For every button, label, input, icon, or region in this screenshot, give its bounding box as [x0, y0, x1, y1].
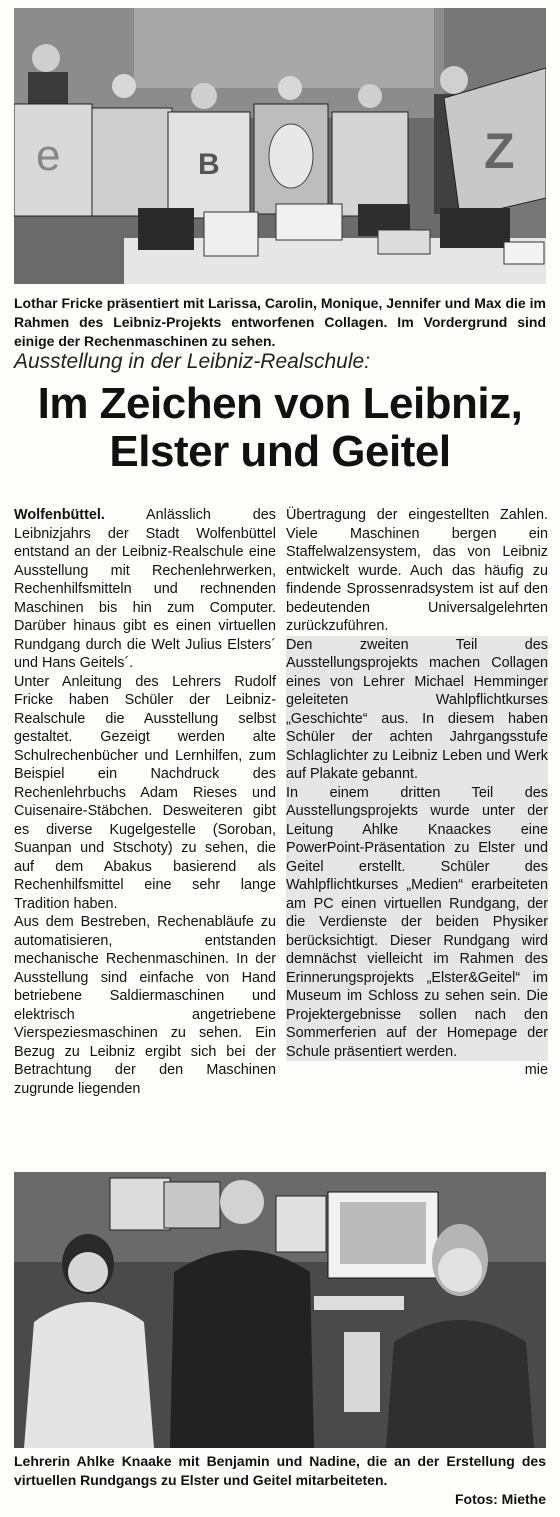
author-signature: mie	[524, 1062, 548, 1078]
top-photo-caption: Lothar Fricke präsentiert mit Larissa, Carolin, Monique, Jennifer und Max die im Rahmen des Leibniz-Projekts entworfenen Collagen. Im Vordergrund sind einige der Rechenmaschinen zu sehen.	[14, 295, 546, 349]
bottom-photo-caption	[14, 1452, 546, 1509]
article-column-right	[286, 506, 548, 1080]
article-paragraph-5: Den zweiten Teil des Ausstellungsprojekts machen Collagen eines von Lehrer Michael Hemminger geleiteten Wahlpflichtkurses „Geschichte“ aus. In diesem haben Schüler der achten Jahrgangsstufe Schlaglichter zu Leibniz Leben und Werk auf Plakate gebannt.	[286, 636, 548, 782]
svg-text:e: e	[36, 131, 61, 180]
article-paragraph-6: In einem dritten Teil des Ausstellungsprojekts wurde unter der Leitung Ahlke Knaackes eine PowerPoint-Präsentation zu Elster und Geitel erstellt. Schüler des Wahlpflichtkurses „Medien“ erarbeiteten am PC einen virtuellen Rundgang, der die Verdienste der beiden Physiker berücksichtigt. Dieser Rundgang wird demnächst vielleicht im Rahmen des Erinnerungsprojekts „Elster&Geitel“ im Museum im Schloss zu sehen sein. Die Projektergebnisse sollen nach den Sommerferien auf der Homepage der Schule präsentiert werden.	[286, 784, 548, 1060]
article-paragraph-1	[14, 506, 276, 673]
article-kicker: Ausstellung in der Leibniz-Realschule:	[14, 350, 371, 373]
article-column-left	[14, 506, 276, 1098]
article-paragraph-4: Übertragung der eingestellten Zahlen. Viele Maschinen bergen ein Staffelwalzensystem, das von Leibniz entwickelt wurde. Auch das häufig zu findende Sprossenradsystem ist auf den bedeutenden Universalgelehrten zurückzuführen.	[286, 507, 548, 634]
headline-line-2: Elster und Geitel	[109, 427, 451, 476]
bottom-caption-text: Lehrerin Ahlke Knaake mit Benjamin und Nadine, die an der Erstellung des virtuellen Rundgangs zu Elster und Geitel mitarbeiteten.	[14, 1453, 546, 1488]
photo-credit: Fotos: Miethe	[455, 1491, 546, 1507]
paragraph-1-text: Anlässlich des Leibnizjahrs der Stadt Wolfenbüttel entstand an der Leibniz-Realschule eine Ausstellung mit Rechenlehrwerken, Rechenhilfsmitteln und rechnenden Maschinen bis hin zum Computer. Darüber hinaus gibt es einen virtuellen Rundgang durch die Welt Julius Elsters´ und Hans Geitels´.	[14, 507, 276, 671]
exhibition-photo	[14, 8, 546, 284]
shaded-box	[286, 636, 548, 1062]
dateline: Wolfenbüttel.	[14, 507, 105, 523]
article-headline	[14, 380, 546, 476]
computer-room-photo	[14, 1172, 546, 1448]
exhibition-photo-illustration	[14, 8, 546, 284]
computer-room-photo-illustration	[14, 1172, 546, 1448]
headline-line-1: Im Zeichen von Leibniz,	[37, 379, 523, 428]
svg-text:B: B	[198, 148, 220, 181]
svg-text:Z: Z	[484, 123, 515, 179]
article-paragraph-2: Unter Anleitung des Lehrers Rudolf Fricke haben Schüler der Leibniz-Realschule die Ausstellung selbst gestaltet. Gezeigt werden alte Schulrechenbücher und Lernhilfen, zum Beispiel ein Nachdruck des Rechenlehrbuchs Adam Rieses und Cuisenaire-Stäbchen. Desweiteren gibt es diverse Kugelgestelle (Soroban, Suanpan und Stschoty) zu sehen, die auf dem Abakus basierend als Rechenhilfsmittel eine sehr lange Tradition haben.	[14, 673, 276, 912]
article-paragraph-3: Aus dem Bestreben, Rechenabläufe zu automatisieren, entstanden mechanische Rechenmaschinen. In der Ausstellung sind einfache von Hand betriebene Saldiermaschinen und elektrisch angetriebene Vierspeziesmaschinen zu sehen. Ein Bezug zu Leibniz ergibt sich bei der Betrachtung der den Maschinen zugrunde liegenden	[14, 914, 276, 1097]
